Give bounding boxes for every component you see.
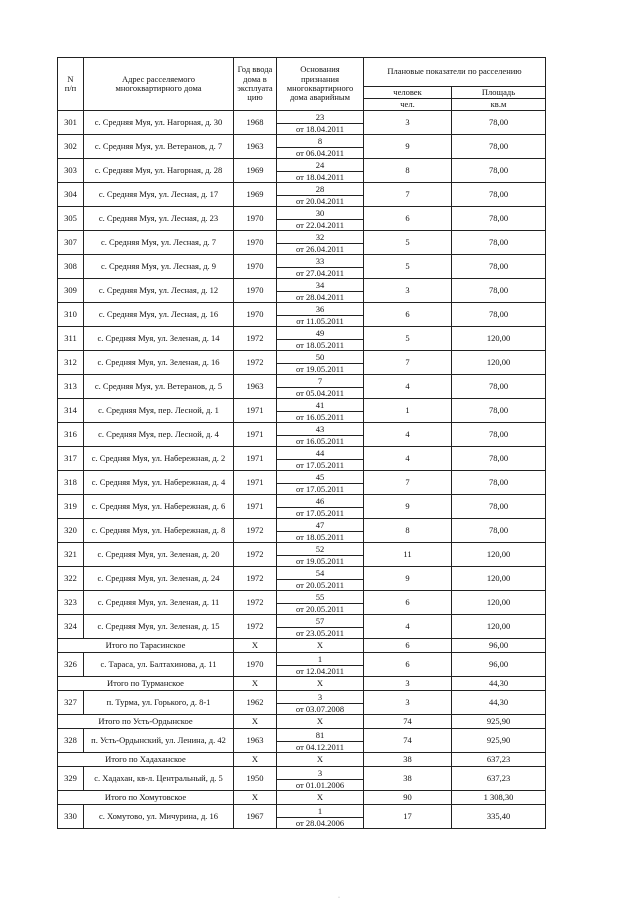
row-address: с. Средняя Муя, ул. Лесная, д. 12 [84, 279, 234, 303]
row-year: 1963 [234, 375, 277, 399]
row-year: 1950 [234, 767, 277, 791]
header-year: Год ввода дома в эксплуата цию [234, 58, 277, 111]
basis-number: 32 [277, 232, 363, 244]
row-number: 314 [58, 399, 84, 423]
row-year: 1967 [234, 805, 277, 829]
row-year: 1970 [234, 303, 277, 327]
row-people: 74 [364, 729, 452, 753]
basis-date: от 23.05.2011 [296, 627, 344, 638]
row-area: 78,00 [452, 159, 546, 183]
row-basis [277, 351, 364, 375]
row-address: с. Средняя Муя, ул. Набережная, д. 2 [84, 447, 234, 471]
row-people: 9 [364, 495, 452, 519]
row-people: 5 [364, 255, 452, 279]
row-people: 6 [364, 591, 452, 615]
row-address: с. Средняя Муя, ул. Лесная, д. 7 [84, 231, 234, 255]
basis-number: 45 [277, 472, 363, 484]
basis-number: 57 [277, 616, 363, 628]
row-people: 4 [364, 447, 452, 471]
total-label: Итого по Хадаханское [58, 753, 234, 767]
table-row [58, 255, 546, 279]
basis-number: 52 [277, 544, 363, 556]
row-year: 1971 [234, 399, 277, 423]
row-people: 4 [364, 615, 452, 639]
row-people: 4 [364, 375, 452, 399]
row-people: 3 [364, 279, 452, 303]
row-area: 120,00 [452, 543, 546, 567]
row-address: с. Средняя Муя, ул. Набережная, д. 6 [84, 495, 234, 519]
row-number: 310 [58, 303, 84, 327]
total-year: X [234, 639, 277, 653]
row-address: с. Средняя Муя, ул. Ветеранов, д. 7 [84, 135, 234, 159]
basis-number: 46 [277, 496, 363, 508]
row-people: 3 [364, 691, 452, 715]
basis-number: 43 [277, 424, 363, 436]
row-number: 305 [58, 207, 84, 231]
row-year: 1971 [234, 471, 277, 495]
total-people: 6 [364, 639, 452, 653]
row-address: с. Средняя Муя, ул. Лесная, д. 16 [84, 303, 234, 327]
row-address: с. Средняя Муя, ул. Нагорная, д. 28 [84, 159, 234, 183]
row-area: 120,00 [452, 567, 546, 591]
table-row [58, 159, 546, 183]
basis-date: от 20.05.2011 [296, 579, 344, 590]
row-year: 1972 [234, 543, 277, 567]
row-address: с. Средняя Муя, ул. Нагорная, д. 30 [84, 111, 234, 135]
row-people: 7 [364, 351, 452, 375]
row-address: с. Средняя Муя, ул. Лесная, д. 9 [84, 255, 234, 279]
row-address: с. Средняя Муя, ул. Зеленая, д. 14 [84, 327, 234, 351]
row-number: 304 [58, 183, 84, 207]
total-row [58, 753, 546, 767]
row-basis [277, 519, 364, 543]
total-area: 637,23 [452, 753, 546, 767]
row-basis [277, 255, 364, 279]
basis-number: 33 [277, 256, 363, 268]
row-number: 303 [58, 159, 84, 183]
total-basis: X [277, 753, 364, 767]
row-basis [277, 111, 364, 135]
total-people: 90 [364, 791, 452, 805]
row-number: 322 [58, 567, 84, 591]
row-basis [277, 159, 364, 183]
row-number: 327 [58, 691, 84, 715]
row-address: с. Средняя Муя, ул. Лесная, д. 17 [84, 183, 234, 207]
row-basis [277, 805, 364, 829]
table-row [58, 615, 546, 639]
basis-date: от 18.04.2011 [296, 123, 344, 134]
basis-number: 23 [277, 112, 363, 124]
row-basis [277, 767, 364, 791]
row-number: 319 [58, 495, 84, 519]
basis-number: 41 [277, 400, 363, 412]
row-basis [277, 653, 364, 677]
row-people: 8 [364, 159, 452, 183]
row-address: с. Хадахан, кв-л. Центральный, д. 5 [84, 767, 234, 791]
basis-date: от 04.12.2011 [296, 741, 344, 752]
total-label: Итого по Усть-Ордынское [58, 715, 234, 729]
basis-number: 36 [277, 304, 363, 316]
basis-number: 28 [277, 184, 363, 196]
row-address: с. Средняя Муя, ул. Зеленая, д. 15 [84, 615, 234, 639]
row-area: 335,40 [452, 805, 546, 829]
basis-date: от 17.05.2011 [296, 459, 344, 470]
row-address: п. Турма, ул. Горького, д. 8-1 [84, 691, 234, 715]
row-area: 78,00 [452, 303, 546, 327]
row-people: 5 [364, 231, 452, 255]
row-area: 78,00 [452, 471, 546, 495]
table-row [58, 495, 546, 519]
table-row [58, 653, 546, 677]
row-year: 1972 [234, 615, 277, 639]
basis-date: от 16.05.2011 [296, 411, 344, 422]
basis-date: от 28.04.2006 [295, 817, 345, 828]
row-year: 1970 [234, 255, 277, 279]
basis-date: от 18.05.2011 [296, 339, 344, 350]
table-row [58, 805, 546, 829]
row-year: 1972 [234, 591, 277, 615]
row-area: 925,90 [452, 729, 546, 753]
row-basis [277, 691, 364, 715]
row-number: 328 [58, 729, 84, 753]
table-row [58, 591, 546, 615]
basis-date: от 22.04.2011 [296, 219, 344, 230]
row-area: 637,23 [452, 767, 546, 791]
row-number: 321 [58, 543, 84, 567]
row-address: с. Средняя Муя, ул. Ветеранов, д. 5 [84, 375, 234, 399]
basis-number: 34 [277, 280, 363, 292]
row-number: 330 [58, 805, 84, 829]
resettlement-table [57, 57, 546, 829]
row-people: 6 [364, 303, 452, 327]
basis-date: от 28.04.2011 [296, 291, 344, 302]
basis-number: 3 [277, 768, 363, 780]
row-year: 1970 [234, 279, 277, 303]
row-area: 120,00 [452, 591, 546, 615]
row-basis [277, 447, 364, 471]
table-row [58, 471, 546, 495]
row-people: 38 [364, 767, 452, 791]
row-people: 6 [364, 207, 452, 231]
basis-number: 3 [277, 692, 363, 704]
row-year: 1963 [234, 729, 277, 753]
row-address: с. Средняя Муя, пер. Лесной, д. 4 [84, 423, 234, 447]
table-row [58, 135, 546, 159]
row-basis [277, 375, 364, 399]
row-basis [277, 135, 364, 159]
row-people: 9 [364, 135, 452, 159]
total-row [58, 677, 546, 691]
row-area: 120,00 [452, 351, 546, 375]
row-number: 307 [58, 231, 84, 255]
table-row [58, 567, 546, 591]
basis-number: 8 [277, 136, 363, 148]
row-basis [277, 495, 364, 519]
row-people: 7 [364, 183, 452, 207]
row-area: 120,00 [452, 327, 546, 351]
basis-date: от 11.05.2011 [296, 315, 344, 326]
table-row [58, 519, 546, 543]
basis-date: от 05.04.2011 [296, 387, 344, 398]
basis-date: от 16.05.2011 [296, 435, 344, 446]
total-year: X [234, 791, 277, 805]
table-row [58, 327, 546, 351]
total-basis: X [277, 677, 364, 691]
basis-date: от 20.04.2011 [296, 195, 344, 206]
row-number: 323 [58, 591, 84, 615]
row-area: 78,00 [452, 399, 546, 423]
total-people: 38 [364, 753, 452, 767]
basis-number: 81 [277, 730, 363, 742]
row-number: 326 [58, 653, 84, 677]
row-basis [277, 471, 364, 495]
header-area: Площадь [452, 87, 546, 99]
basis-date: от 17.05.2011 [296, 483, 344, 494]
basis-number: 50 [277, 352, 363, 364]
row-address: с. Средняя Муя, ул. Лесная, д. 23 [84, 207, 234, 231]
row-year: 1970 [234, 231, 277, 255]
basis-date: от 26.04.2011 [296, 243, 344, 254]
row-area: 78,00 [452, 423, 546, 447]
basis-number: 7 [277, 376, 363, 388]
table-row [58, 375, 546, 399]
basis-date: от 19.05.2011 [296, 363, 344, 374]
row-year: 1972 [234, 351, 277, 375]
row-number: 318 [58, 471, 84, 495]
row-year: 1969 [234, 159, 277, 183]
row-area: 78,00 [452, 135, 546, 159]
page-mark: · [338, 895, 340, 901]
total-area: 44,30 [452, 677, 546, 691]
row-area: 78,00 [452, 255, 546, 279]
basis-number: 47 [277, 520, 363, 532]
row-basis [277, 615, 364, 639]
basis-date: от 12.04.2011 [296, 665, 344, 676]
row-address: с. Средняя Муя, ул. Набережная, д. 8 [84, 519, 234, 543]
row-area: 78,00 [452, 279, 546, 303]
basis-date: от 01.01.2006 [295, 779, 345, 790]
basis-number: 55 [277, 592, 363, 604]
row-people: 6 [364, 653, 452, 677]
row-area: 78,00 [452, 183, 546, 207]
row-address: с. Тараса, ул. Балтахинова, д. 11 [84, 653, 234, 677]
row-address: с. Средняя Муя, ул. Зеленая, д. 11 [84, 591, 234, 615]
basis-number: 49 [277, 328, 363, 340]
row-area: 78,00 [452, 375, 546, 399]
row-year: 1962 [234, 691, 277, 715]
basis-date: от 03.07.2008 [295, 703, 345, 714]
row-basis [277, 399, 364, 423]
row-basis [277, 591, 364, 615]
row-address: с. Средняя Муя, ул. Зеленая, д. 24 [84, 567, 234, 591]
header-plan: Плановые показатели по расселению [364, 58, 546, 87]
table-row [58, 351, 546, 375]
row-year: 1971 [234, 495, 277, 519]
total-year: X [234, 715, 277, 729]
table-row [58, 207, 546, 231]
basis-date: от 18.04.2011 [296, 171, 344, 182]
total-row [58, 791, 546, 805]
basis-number: 1 [277, 806, 363, 818]
row-area: 120,00 [452, 615, 546, 639]
total-label: Итого по Турманское [58, 677, 234, 691]
basis-number: 44 [277, 448, 363, 460]
table-row [58, 303, 546, 327]
row-number: 311 [58, 327, 84, 351]
row-area: 78,00 [452, 207, 546, 231]
total-basis: X [277, 791, 364, 805]
basis-date: от 18.05.2011 [296, 531, 344, 542]
total-area: 1 308,30 [452, 791, 546, 805]
total-area: 925,90 [452, 715, 546, 729]
row-basis [277, 231, 364, 255]
row-area: 78,00 [452, 495, 546, 519]
row-address: с. Хомутово, ул. Мичурина, д. 16 [84, 805, 234, 829]
table-row [58, 399, 546, 423]
row-people: 1 [364, 399, 452, 423]
row-people: 7 [364, 471, 452, 495]
row-basis [277, 327, 364, 351]
header-area-unit: кв.м [452, 99, 546, 111]
row-people: 9 [364, 567, 452, 591]
row-people: 5 [364, 327, 452, 351]
row-number: 312 [58, 351, 84, 375]
header-row [58, 58, 546, 87]
table-row [58, 691, 546, 715]
row-year: 1970 [234, 653, 277, 677]
basis-date: от 27.04.2011 [296, 267, 344, 278]
total-basis: X [277, 715, 364, 729]
row-people: 8 [364, 519, 452, 543]
total-basis: X [277, 639, 364, 653]
table-row [58, 423, 546, 447]
row-year: 1963 [234, 135, 277, 159]
basis-date: от 20.05.2011 [296, 603, 344, 614]
row-people: 11 [364, 543, 452, 567]
header-basis: Основания признания многоквартирного дома аварийным [277, 58, 364, 111]
total-area: 96,00 [452, 639, 546, 653]
row-people: 4 [364, 423, 452, 447]
row-year: 1969 [234, 183, 277, 207]
header-people-unit: чел. [364, 99, 452, 111]
basis-number: 24 [277, 160, 363, 172]
row-year: 1970 [234, 207, 277, 231]
basis-date: от 19.05.2011 [296, 555, 344, 566]
total-people: 74 [364, 715, 452, 729]
row-number: 316 [58, 423, 84, 447]
row-area: 78,00 [452, 519, 546, 543]
row-number: 308 [58, 255, 84, 279]
row-basis [277, 543, 364, 567]
header-address: Адрес расселяемого многоквартирного дома [84, 58, 234, 111]
basis-date: от 06.04.2011 [296, 147, 344, 158]
row-address: с. Средняя Муя, ул. Зеленая, д. 20 [84, 543, 234, 567]
row-area: 96,00 [452, 653, 546, 677]
table-row [58, 279, 546, 303]
row-address: с. Средняя Муя, пер. Лесной, д. 1 [84, 399, 234, 423]
row-number: 317 [58, 447, 84, 471]
table-row [58, 231, 546, 255]
row-area: 78,00 [452, 231, 546, 255]
table-row [58, 543, 546, 567]
table-row [58, 729, 546, 753]
row-address: с. Средняя Муя, ул. Набережная, д. 4 [84, 471, 234, 495]
row-address: п. Усть-Ордынский, ул. Ленина, д. 42 [84, 729, 234, 753]
total-label: Итого по Хомутовское [58, 791, 234, 805]
table-row [58, 183, 546, 207]
row-people: 3 [364, 111, 452, 135]
row-year: 1972 [234, 567, 277, 591]
row-area: 44,30 [452, 691, 546, 715]
row-people: 17 [364, 805, 452, 829]
row-area: 78,00 [452, 111, 546, 135]
row-year: 1972 [234, 519, 277, 543]
row-basis [277, 567, 364, 591]
total-year: X [234, 677, 277, 691]
row-year: 1971 [234, 423, 277, 447]
row-year: 1972 [234, 327, 277, 351]
row-number: 324 [58, 615, 84, 639]
row-basis [277, 729, 364, 753]
table-row [58, 447, 546, 471]
row-number: 320 [58, 519, 84, 543]
basis-number: 1 [277, 654, 363, 666]
table-row [58, 111, 546, 135]
basis-date: от 17.05.2011 [296, 507, 344, 518]
total-row [58, 639, 546, 653]
row-address: с. Средняя Муя, ул. Зеленая, д. 16 [84, 351, 234, 375]
basis-number: 30 [277, 208, 363, 220]
row-year: 1971 [234, 447, 277, 471]
total-year: X [234, 753, 277, 767]
header-people: человек [364, 87, 452, 99]
row-number: 329 [58, 767, 84, 791]
row-number: 301 [58, 111, 84, 135]
total-people: 3 [364, 677, 452, 691]
row-number: 309 [58, 279, 84, 303]
row-basis [277, 279, 364, 303]
row-area: 78,00 [452, 447, 546, 471]
row-number: 302 [58, 135, 84, 159]
row-number: 313 [58, 375, 84, 399]
table-row [58, 767, 546, 791]
row-basis [277, 303, 364, 327]
row-basis [277, 183, 364, 207]
basis-number: 54 [277, 568, 363, 580]
row-year: 1968 [234, 111, 277, 135]
row-basis [277, 423, 364, 447]
header-num: N п/п [58, 58, 84, 111]
row-basis [277, 207, 364, 231]
total-label: Итого по Тарасинское [58, 639, 234, 653]
total-row [58, 715, 546, 729]
